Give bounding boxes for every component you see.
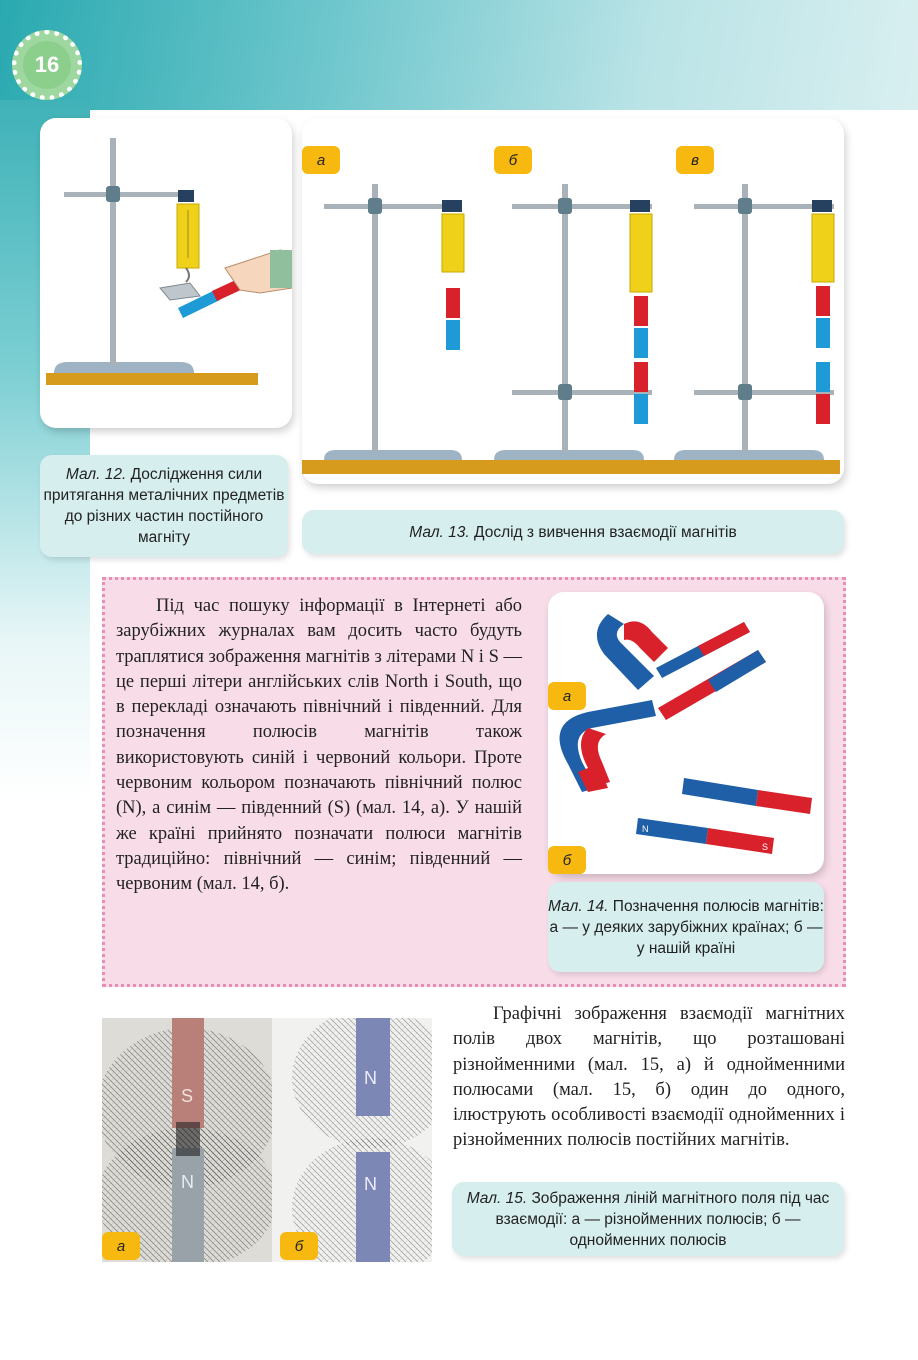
figure-15-caption xyxy=(452,1182,844,1256)
figure-12-text: Дослідження сили притягання металічних предметів до різних частин постійного магніту xyxy=(43,466,285,546)
magnet-letter-s: S xyxy=(762,842,769,852)
figure-13-caption xyxy=(302,510,844,554)
figure-15b-pole-n-bottom: N xyxy=(364,1174,377,1194)
figure-15-tag-a: а xyxy=(102,1232,140,1260)
figure-12-label: Мал. 12. xyxy=(65,466,127,483)
info-text: Під час пошуку інформації в Інтернеті або зарубіжних журналах вам досить часто будуть траплятися зображення магнітів з літерами N і S — це перші літери англійських слів North і South, що в перекладі означають північний і південний. Для позначення полюсів магнітів також використовують синій і червоний кольори. Проте червоним кольором позначають північний полюс (N), а синім — південний (S) (мал. 14, а). У нашій же країні прийнято позначати полюси магнітів традиційно: північний — синім; південний — червоним (мал. 14, б). xyxy=(116,596,522,895)
left-margin-fade xyxy=(0,640,90,800)
figure-13-tag-a: а xyxy=(302,146,340,174)
figure-15-illustration xyxy=(102,1018,432,1262)
figure-12-card xyxy=(40,118,292,428)
figure-15a-pole-n: N xyxy=(181,1172,194,1192)
info-paragraph xyxy=(116,594,522,898)
figure-13-tag-v: в xyxy=(676,146,714,174)
section15-text: Графічні зображення взаємодії магнітних полів двох магнітів, що розташовані різнойменними (мал. 15, а) й однойменними полюсами (мал. 15, б) один до одного, ілюструють особливості взаємодії однойменних і різнойменних полюсів постійних магнітів. xyxy=(453,1004,845,1151)
header-background xyxy=(0,0,918,110)
figure-14-illustration xyxy=(548,592,824,874)
figure-14-tag-b: б xyxy=(548,846,586,874)
figure-15-label: Мал. 15. xyxy=(466,1189,528,1207)
figure-15-text: Зображення ліній магнітного поля під час взаємодії: а — різнойменних полюсів; б — однойменних полюсів xyxy=(495,1189,830,1249)
figure-12-caption xyxy=(40,455,288,557)
magnet-letter-n: N xyxy=(642,824,649,834)
figure-15-image xyxy=(102,1018,432,1262)
figure-14-caption xyxy=(548,882,824,972)
page-number: 16 xyxy=(34,52,60,77)
figure-13-tag-b: б xyxy=(494,146,532,174)
figure-14-label: Мал. 14. xyxy=(548,897,609,915)
figure-14-tag-a: а xyxy=(548,682,586,710)
page-number-badge xyxy=(12,30,82,100)
figure-14-text: Позначення полюсів магнітів: а — у деяких зарубіжних країнах; б — у нашій країні xyxy=(549,897,824,957)
figure-14-card xyxy=(548,592,824,874)
figure-15a-pole-s: S xyxy=(181,1086,194,1106)
section15-paragraph xyxy=(453,1002,845,1154)
figure-15-tag-b: б xyxy=(280,1232,318,1260)
figure-13-illustration xyxy=(302,118,844,484)
figure-15b-pole-n-top: N xyxy=(364,1068,377,1088)
figure-12-illustration xyxy=(40,118,292,428)
figure-13-text: Дослід з вивчення взаємодії магнітів xyxy=(474,523,737,541)
figure-13-card xyxy=(302,118,844,484)
figure-13-label: Мал. 13. xyxy=(409,523,470,541)
